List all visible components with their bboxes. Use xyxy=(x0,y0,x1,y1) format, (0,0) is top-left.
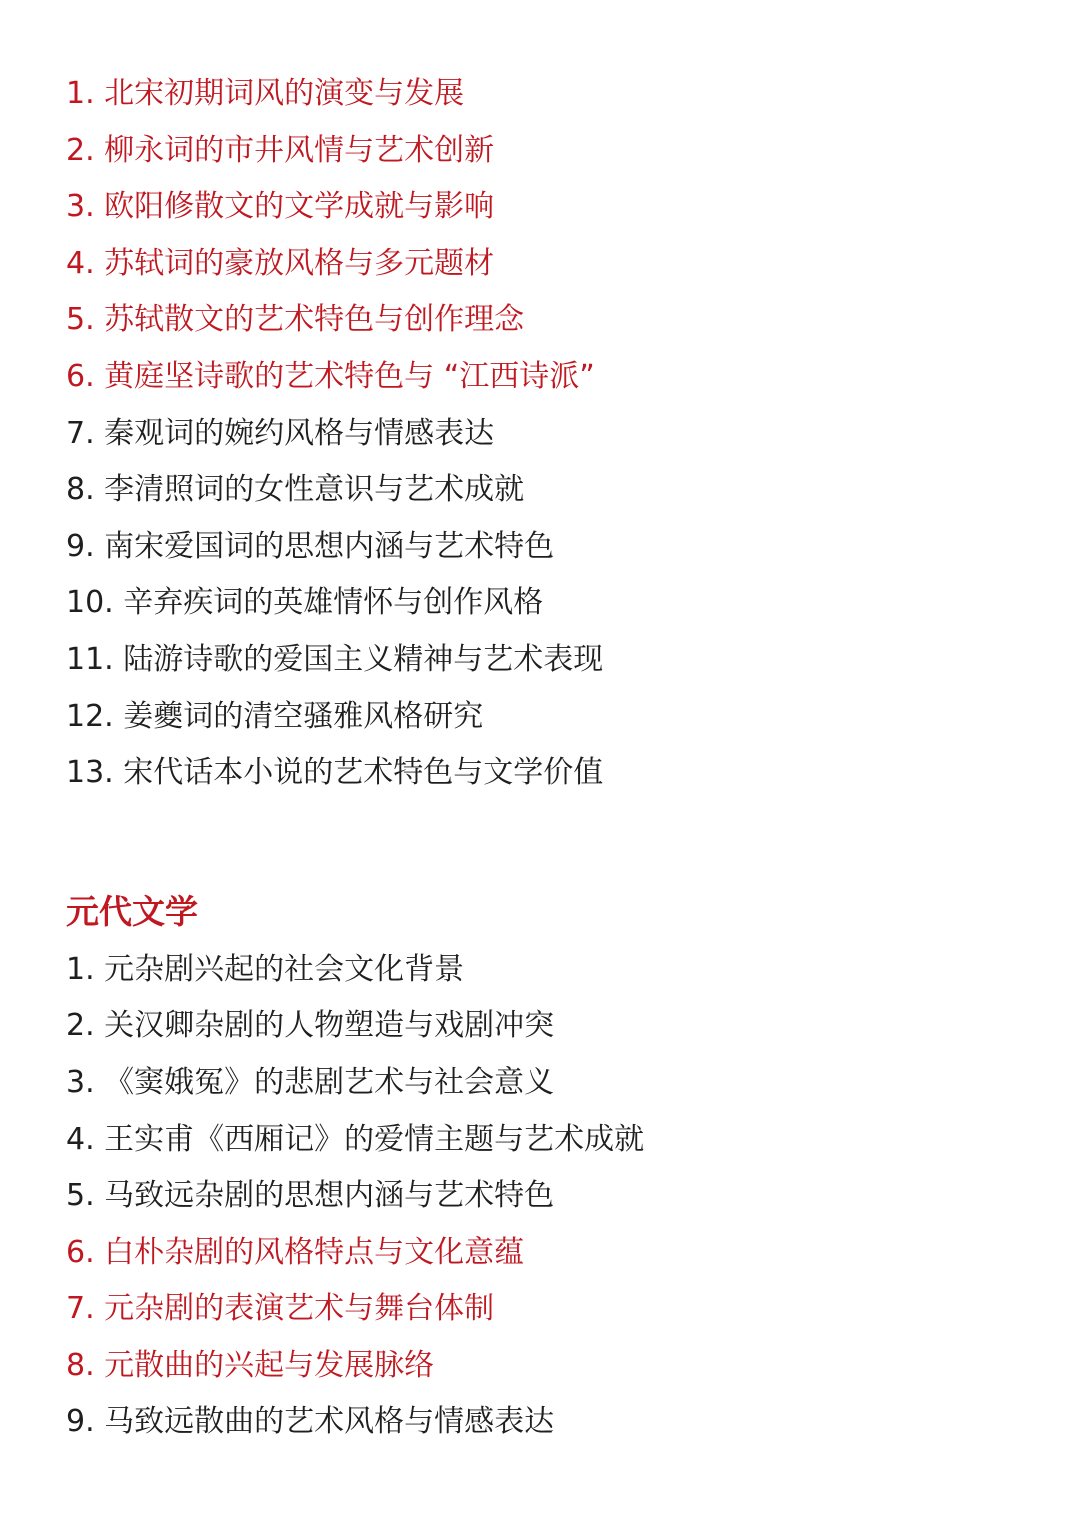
yuan-topic-item: 7. 元杂剧的表演艺术与舞台体制 xyxy=(66,1291,495,1327)
yuan-topic-list xyxy=(66,942,1026,1451)
yuan-topic-item: 6. 白朴杂剧的风格特点与文化意蕴 xyxy=(66,1234,525,1270)
yuan-topic-item: 9. 马致远散曲的艺术风格与情感表达 xyxy=(66,1404,555,1440)
song-topic-item: 9. 南宋爱国词的思想内涵与艺术特色 xyxy=(66,528,555,564)
song-topic-item: 8. 李清照词的女性意识与艺术成就 xyxy=(66,472,525,508)
yuan-topic-item: 5. 马致远杂剧的思想内涵与艺术特色 xyxy=(66,1178,555,1214)
song-topic-item: 7. 秦观词的婉约风格与情感表达 xyxy=(66,415,495,451)
yuan-topic-item: 8. 元散曲的兴起与发展脉络 xyxy=(66,1347,435,1383)
song-topic-item: 13. 宋代话本小说的艺术特色与文学价值 xyxy=(66,755,604,791)
song-topic-list xyxy=(66,66,1026,802)
song-topic-item: 4. 苏轼词的豪放风格与多元题材 xyxy=(66,245,495,281)
yuan-topic-item: 2. 关汉卿杂剧的人物塑造与戏剧冲突 xyxy=(66,1008,555,1044)
song-topic-item: 5. 苏轼散文的艺术特色与创作理念 xyxy=(66,302,525,338)
song-topic-item: 11. 陆游诗歌的爱国主义精神与艺术表现 xyxy=(66,641,604,677)
song-topic-item: 2. 柳永词的市井风情与艺术创新 xyxy=(66,132,495,168)
song-topic-item: 10. 辛弃疾词的英雄情怀与创作风格 xyxy=(66,585,544,621)
yuan-section-title: 元代文学 xyxy=(66,891,198,931)
song-topic-item: 3. 欧阳修散文的文学成就与影响 xyxy=(66,189,495,225)
yuan-topic-item: 1. 元杂剧兴起的社会文化背景 xyxy=(66,951,465,987)
yuan-topic-item: 4. 王实甫《西厢记》的爱情主题与艺术成就 xyxy=(66,1121,645,1157)
song-topic-item: 12. 姜夔词的清空骚雅风格研究 xyxy=(66,698,484,734)
yuan-topic-item: 3. 《窦娥冤》的悲剧艺术与社会意义 xyxy=(66,1064,555,1100)
song-topic-item: 1. 北宋初期词风的演变与发展 xyxy=(66,76,465,111)
document-page xyxy=(66,66,1026,1451)
song-topic-item: 6. 黄庭坚诗歌的艺术特色与 “江西诗派” xyxy=(66,358,595,394)
